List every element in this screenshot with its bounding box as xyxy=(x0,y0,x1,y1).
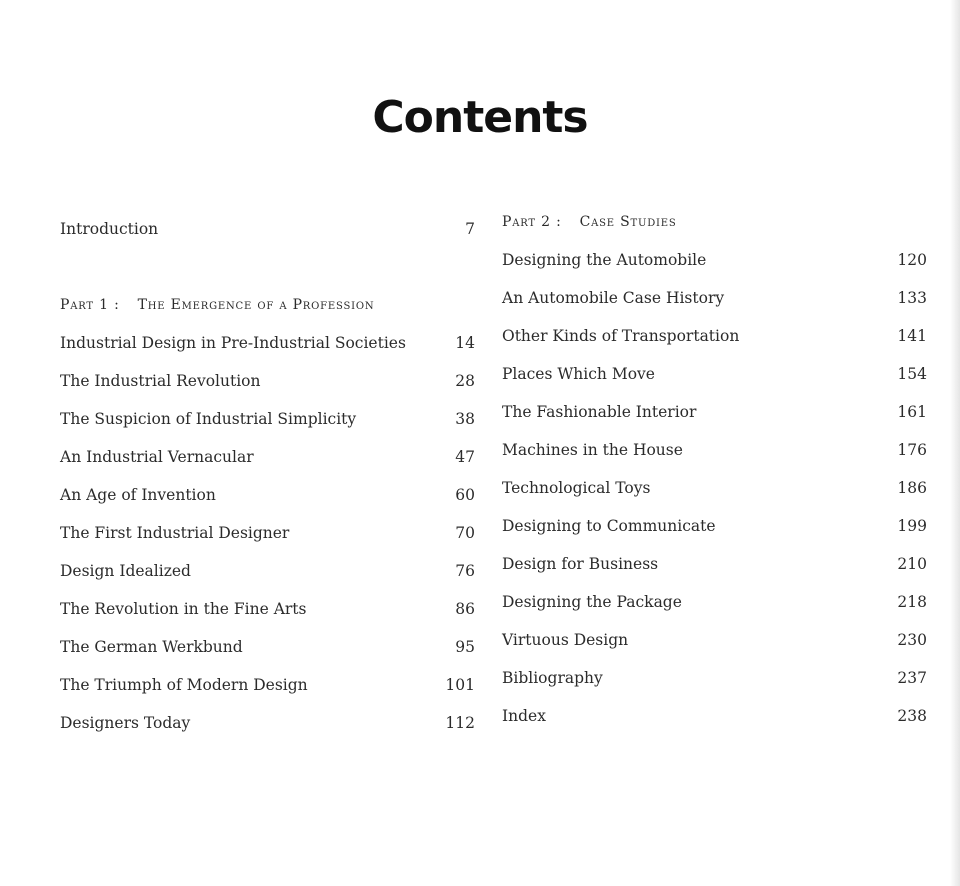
toc-entry xyxy=(502,507,927,545)
toc-entry xyxy=(60,666,475,704)
toc-entry-page: 176 xyxy=(897,441,927,459)
toc-entry-page: 47 xyxy=(455,448,475,466)
toc-entry-page: 60 xyxy=(455,486,475,504)
toc-entry xyxy=(502,431,927,469)
toc-entry xyxy=(60,362,475,400)
toc-entry-label: The Revolution in the Fine Arts xyxy=(60,600,307,618)
toc-entry-label: Designing to Communicate xyxy=(502,517,716,535)
toc-entry-page: 237 xyxy=(897,669,927,687)
toc-entry-label: Virtuous Design xyxy=(502,631,629,649)
toc-entry-label: Bibliography xyxy=(502,669,603,687)
toc-entry-page: 141 xyxy=(897,327,927,345)
toc-entry-page: 95 xyxy=(455,638,475,656)
toc-entry xyxy=(502,621,927,659)
part-1-prefix: Part 1 : xyxy=(60,297,120,313)
toc-entry-page: 7 xyxy=(465,220,475,238)
toc-entry xyxy=(502,355,927,393)
toc-entry-label: Technological Toys xyxy=(502,479,651,497)
part-1-title: The Emergence of a Profession xyxy=(137,297,375,313)
toc-entry xyxy=(502,317,927,355)
toc-entry xyxy=(502,279,927,317)
part-2-prefix: Part 2 : xyxy=(502,214,562,230)
toc-entry-label: Designers Today xyxy=(60,714,191,732)
toc-entry-label: Introduction xyxy=(60,220,159,238)
toc-entry-page: 230 xyxy=(897,631,927,649)
toc-entry xyxy=(60,628,475,666)
toc-entry-label: The First Industrial Designer xyxy=(60,524,290,542)
spacer xyxy=(60,248,475,286)
toc-entry xyxy=(60,438,475,476)
toc-entry-page: 86 xyxy=(455,600,475,618)
toc-entry-label: Industrial Design in Pre-Industrial Societies xyxy=(60,334,406,352)
toc-entry-label: Other Kinds of Transportation xyxy=(502,327,740,345)
toc-entry-page: 133 xyxy=(897,289,927,307)
toc-entry xyxy=(60,552,475,590)
part-1-heading xyxy=(60,286,475,324)
toc-entry-page: 186 xyxy=(897,479,927,497)
toc-entry-label: Design Idealized xyxy=(60,562,191,580)
toc-entry-page: 154 xyxy=(897,365,927,383)
toc-entry xyxy=(502,545,927,583)
toc-entry xyxy=(60,324,475,362)
toc-entry-page: 38 xyxy=(455,410,475,428)
toc-entry-page: 210 xyxy=(897,555,927,573)
toc-entry-label: The Industrial Revolution xyxy=(60,372,261,390)
toc-entry xyxy=(60,514,475,552)
toc-entry xyxy=(502,583,927,621)
toc-entry-page: 76 xyxy=(455,562,475,580)
toc-entry-label: Designing the Automobile xyxy=(502,251,707,269)
toc-entry xyxy=(502,659,927,697)
toc-entry xyxy=(502,393,927,431)
toc-entry-page: 161 xyxy=(897,403,927,421)
toc-entry-page: 101 xyxy=(445,676,475,694)
toc-entry-page: 218 xyxy=(897,593,927,611)
toc-entry-label: An Age of Invention xyxy=(60,486,216,504)
toc-entry xyxy=(502,241,927,279)
toc-entry-page: 70 xyxy=(455,524,475,542)
toc-entry-label: The Fashionable Interior xyxy=(502,403,697,421)
left-column xyxy=(60,210,475,742)
toc-entry-label: Places Which Move xyxy=(502,365,655,383)
toc-entry-introduction xyxy=(60,210,475,248)
toc-entry xyxy=(60,704,475,742)
part-2-heading xyxy=(502,203,927,241)
toc-entry-page: 199 xyxy=(897,517,927,535)
toc-entry xyxy=(60,590,475,628)
right-column xyxy=(502,203,927,735)
toc-entry xyxy=(502,697,927,735)
toc-entry-label: Index xyxy=(502,707,546,725)
toc-entry-page: 112 xyxy=(445,714,475,732)
toc-entry-page: 14 xyxy=(455,334,475,352)
toc-entry-label: Machines in the House xyxy=(502,441,683,459)
toc-entry-page: 238 xyxy=(897,707,927,725)
toc-entry-page: 120 xyxy=(897,251,927,269)
toc-entry-label: The German Werkbund xyxy=(60,638,243,656)
part-2-title: Case Studies xyxy=(579,214,677,230)
toc-entry-label: The Suspicion of Industrial Simplicity xyxy=(60,410,357,428)
toc-entry-label: An Industrial Vernacular xyxy=(60,448,254,466)
toc-entry-label: The Triumph of Modern Design xyxy=(60,676,308,694)
toc-entry-label: An Automobile Case History xyxy=(502,289,725,307)
toc-entry xyxy=(502,469,927,507)
toc-entry-label: Design for Business xyxy=(502,555,659,573)
toc-entry xyxy=(60,400,475,438)
page-title: Contents xyxy=(372,92,588,143)
toc-entry-label: Designing the Package xyxy=(502,593,682,611)
toc-entry xyxy=(60,476,475,514)
toc-entry-page: 28 xyxy=(455,372,475,390)
